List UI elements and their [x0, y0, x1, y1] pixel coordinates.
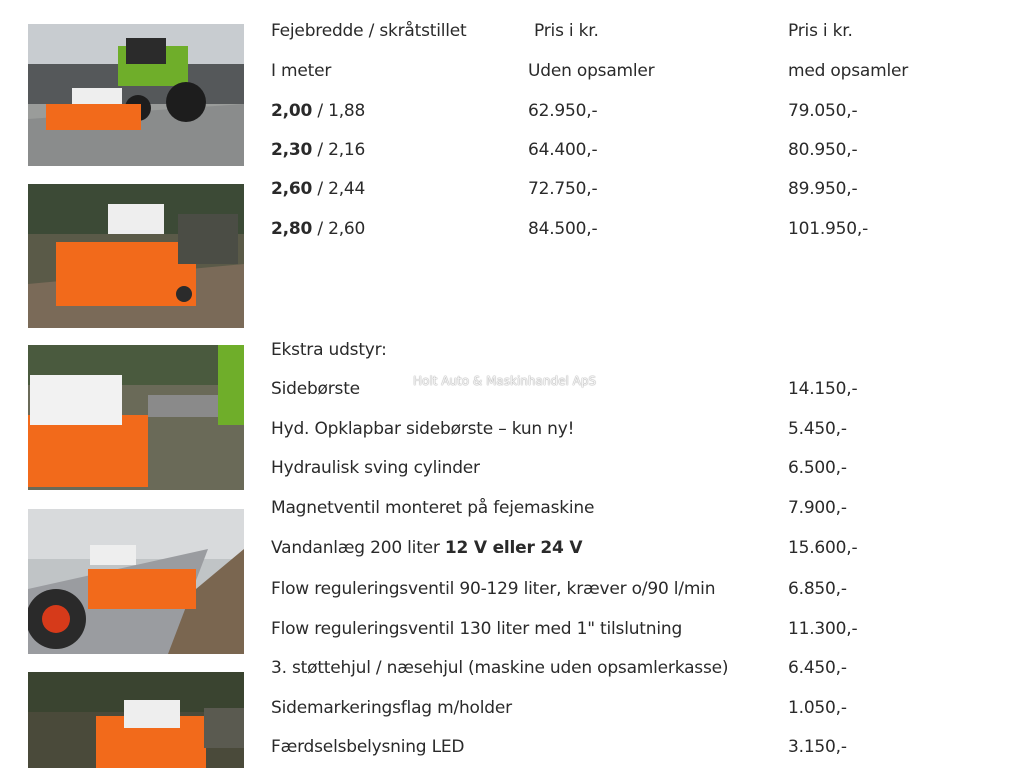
header-price-without: Pris i kr. — [534, 21, 599, 41]
extra-item-price: 1.050,- — [788, 698, 847, 718]
extra-item-label: Sidebørste — [271, 379, 360, 399]
extra-item-label — [271, 537, 582, 559]
extra-item-price: 3.150,- — [788, 737, 847, 757]
extra-item-price: 6.450,- — [788, 658, 847, 678]
extra-item-price: 6.500,- — [788, 458, 847, 478]
extra-item-price: 5.450,- — [788, 419, 847, 439]
width-row-width — [271, 139, 365, 161]
extra-item-label: Magnetventil monteret på fejemaskine — [271, 498, 595, 518]
header-with-collector: med opsamler — [788, 61, 909, 81]
extra-item-price: 14.150,- — [788, 379, 858, 399]
price-without-collector: 62.950,- — [528, 101, 598, 121]
price-with-collector: 80.950,- — [788, 140, 858, 160]
extra-item-price: 7.900,- — [788, 498, 847, 518]
extra-item-label-text: Vandanlæg 200 liter — [271, 538, 445, 558]
extra-equipment-title: Ekstra udstyr: — [271, 340, 387, 360]
extra-item-label: Hydraulisk sving cylinder — [271, 458, 480, 478]
header-width: Fejebredde / skråtstillet — [271, 21, 467, 41]
width-value: 2,60 — [271, 179, 313, 199]
extra-item-label: Færdselsbelysning LED — [271, 737, 465, 757]
header-without-collector: Uden opsamler — [528, 61, 655, 81]
angled-width-value: / 2,44 — [312, 179, 366, 199]
price-with-collector: 79.050,- — [788, 101, 858, 121]
angled-width-value: / 2,60 — [312, 219, 366, 239]
photo-tractor-sweeper — [28, 24, 244, 166]
price-with-collector: 101.950,- — [788, 219, 869, 239]
voltage-options: 12 V eller 24 V — [444, 538, 583, 558]
price-with-collector: 89.950,- — [788, 179, 858, 199]
extra-item-label: Sidemarkeringsflag m/holder — [271, 698, 512, 718]
angled-width-value: / 1,88 — [312, 101, 366, 121]
header-width-unit: I meter — [271, 61, 332, 81]
extra-item-label: Flow reguleringsventil 130 liter med 1" tilslutning — [271, 619, 683, 639]
extra-item-label: Hyd. Opklapbar sidebørste – kun ny! — [271, 419, 575, 439]
header-price-with: Pris i kr. — [788, 21, 853, 41]
width-value: 2,80 — [271, 219, 313, 239]
price-without-collector: 64.400,- — [528, 140, 598, 160]
angled-width-value: / 2,16 — [312, 140, 366, 160]
width-value: 2,00 — [271, 101, 313, 121]
width-row-width — [271, 100, 365, 122]
extra-item-price: 11.300,- — [788, 619, 858, 639]
width-value: 2,30 — [271, 140, 313, 160]
width-row-width — [271, 178, 365, 200]
photo-sweeper-tank — [28, 345, 244, 490]
extra-item-label: Flow reguleringsventil 90-129 liter, kræver o/90 l/min — [271, 579, 716, 599]
price-without-collector: 72.750,- — [528, 179, 598, 199]
price-without-collector: 84.500,- — [528, 219, 598, 239]
dealer-watermark: Holt Auto & Maskinhandel ApS — [413, 374, 597, 388]
width-row-width — [271, 218, 365, 240]
photo-sweeper-hedge — [28, 672, 244, 768]
extra-item-price: 6.850,- — [788, 579, 847, 599]
extra-item-label: 3. støttehjul / næsehjul (maskine uden opsamlerkasse) — [271, 658, 729, 678]
photo-sweeper-side — [28, 184, 244, 328]
photo-sweeper-road — [28, 509, 244, 654]
extra-item-price: 15.600,- — [788, 538, 858, 558]
